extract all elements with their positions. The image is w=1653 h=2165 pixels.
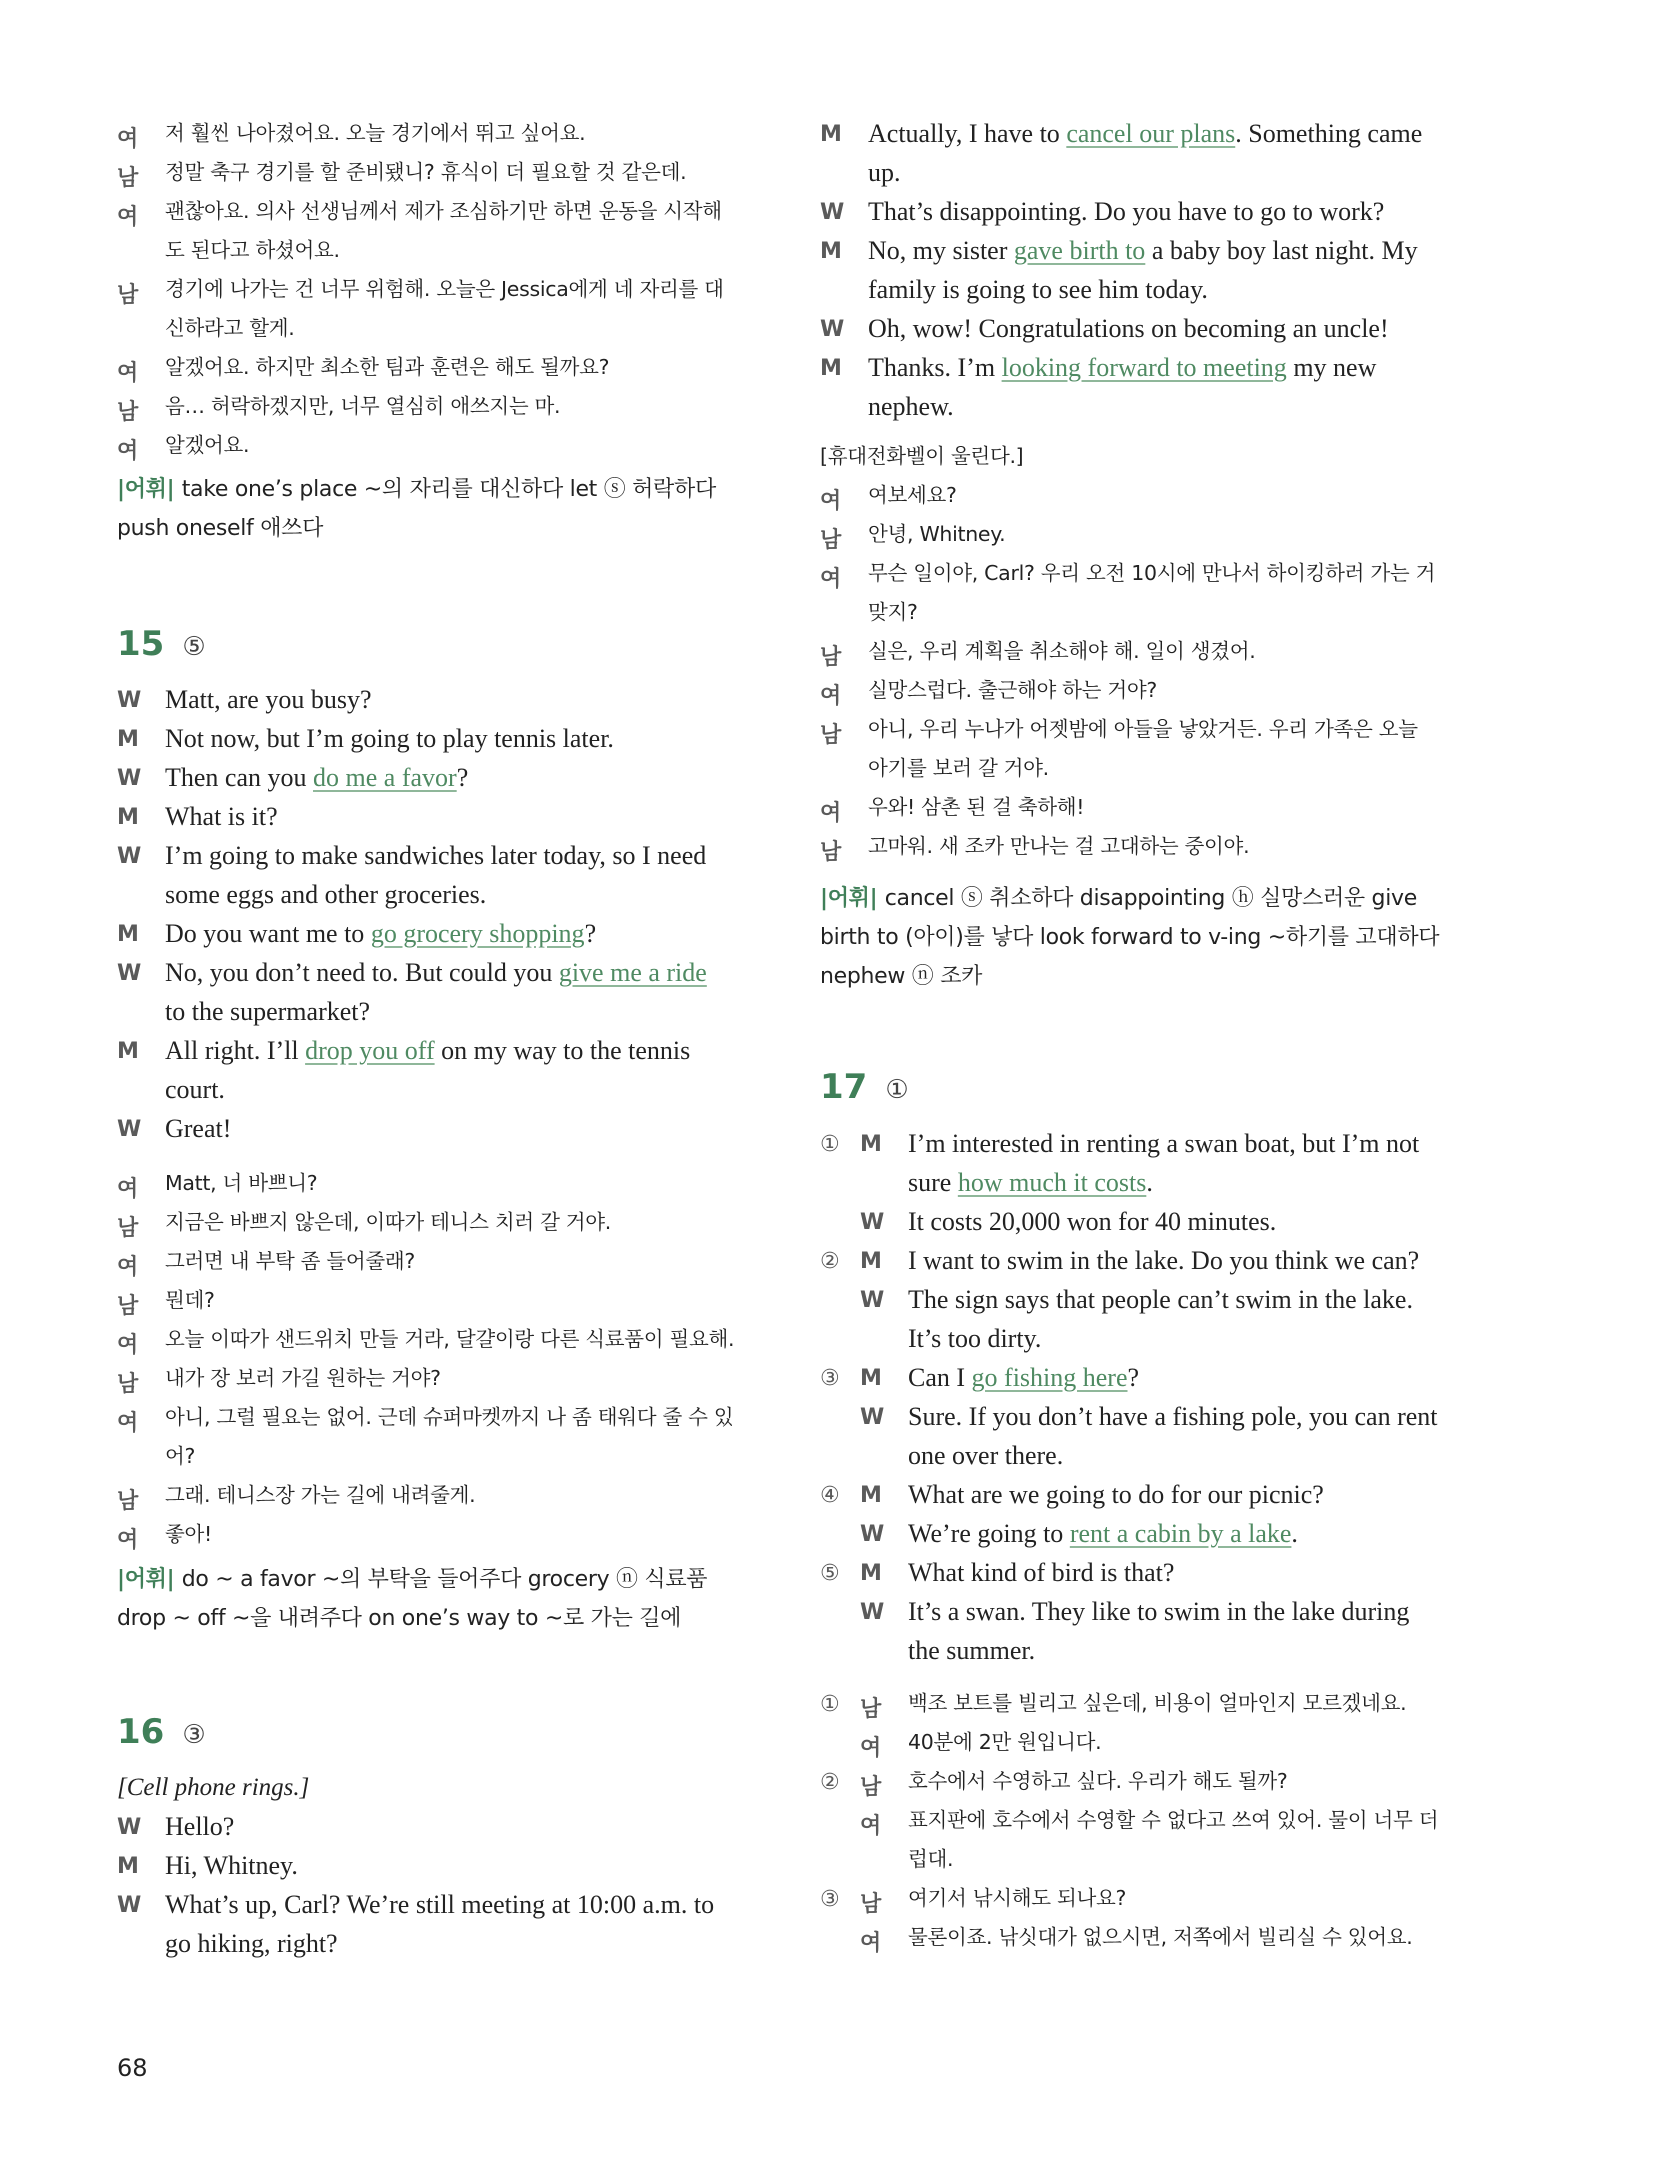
kor-text: 경기에 나가는 건 너무 위험해. 오늘은 Jessica에게 네 자리를 대 — [165, 277, 724, 301]
eng-line — [117, 1846, 757, 1885]
speaker-label: 여 — [117, 1177, 139, 1202]
kor-line — [117, 192, 757, 270]
eng-text: I’m interested in renting a swan boat, but I’m not — [908, 1129, 1420, 1158]
speaker-label: 여 — [117, 127, 139, 152]
eng-line — [117, 1031, 757, 1109]
eng-text: No, you don’t need to. But could you give me a ride — [165, 958, 707, 987]
eng-line — [820, 1514, 1460, 1553]
eng-line — [820, 1397, 1460, 1475]
eng-line — [117, 797, 757, 836]
speaker-label: 남 — [117, 1489, 139, 1514]
kor-line — [820, 632, 1460, 671]
kor-text-continued: 아기를 보러 갈 거야. — [868, 756, 1049, 780]
kor-line — [117, 348, 757, 387]
eng-text-continued: the summer. — [908, 1636, 1036, 1665]
kor-text: 오늘 이따가 샌드위치 만들 거라, 달걀이랑 다른 식료품이 필요해. — [165, 1327, 735, 1351]
kor-line — [820, 1918, 1460, 1957]
eng-text: Oh, wow! Congratulations on becoming an uncle! — [868, 314, 1389, 343]
eng-line — [117, 836, 757, 914]
speaker-label: 남 — [117, 1216, 139, 1241]
speaker-label: 여 — [820, 801, 842, 826]
vocabulary-label: |어휘| — [820, 886, 885, 911]
kor-line — [117, 1320, 757, 1359]
eng-line — [117, 719, 757, 758]
kor-text-continued: 도 된다고 하셨어요. — [165, 238, 340, 262]
eng-text: I want to swim in the lake. Do you think we can? — [908, 1246, 1420, 1275]
eng-line — [820, 1280, 1460, 1358]
speaker-label: M — [117, 727, 139, 752]
vocabulary-label: |어휘| — [117, 477, 182, 502]
speaker-label: 여 — [860, 1736, 882, 1761]
eng-line — [820, 348, 1460, 426]
eng-text: We’re going to rent a cabin by a lake. — [908, 1519, 1298, 1548]
speaker-label: 남 — [117, 166, 139, 191]
eng-line — [820, 231, 1460, 309]
kor-text: 표지판에 호수에서 수영할 수 없다고 쓰여 있어. 물이 너무 더 — [908, 1808, 1439, 1832]
eng-text: Not now, but I’m going to play tennis later. — [165, 724, 614, 753]
answer-mark: ⑤ — [182, 632, 206, 662]
kor-line — [820, 1684, 1460, 1723]
kor-line — [117, 153, 757, 192]
page-number: 68 — [117, 2054, 148, 2082]
speaker-label: W — [117, 1893, 142, 1918]
speaker-label: 남 — [117, 400, 139, 425]
speaker-label: W — [117, 688, 142, 713]
kor-line — [117, 114, 757, 153]
kor-text: 정말 축구 경기를 할 준비됐니? 휴식이 더 필요할 것 같은데. — [165, 160, 687, 184]
speaker-label: 여 — [117, 361, 139, 386]
line-number: ① — [820, 1692, 840, 1717]
kor-line — [117, 1164, 757, 1203]
speaker-label: 남 — [820, 840, 842, 865]
speaker-label: 여 — [820, 567, 842, 592]
eng-text: It’s a swan. They like to swim in the lake during — [908, 1597, 1410, 1626]
speaker-label: 여 — [117, 1411, 139, 1436]
line-number: ② — [820, 1249, 840, 1274]
eng-line — [820, 1475, 1460, 1514]
speaker-label: 남 — [860, 1892, 882, 1917]
speaker-label: M — [820, 356, 842, 381]
eng-text: The sign says that people can’t swim in the lake. — [908, 1285, 1413, 1314]
eng-text-continued: family is going to see him today. — [868, 275, 1208, 304]
eng-text: Hello? — [165, 1812, 235, 1841]
speaker-label: 남 — [117, 283, 139, 308]
eng-text: Hi, Whitney. — [165, 1851, 298, 1880]
speaker-label: 남 — [820, 723, 842, 748]
speaker-label: M — [860, 1249, 882, 1274]
highlighted-phrase: go fishing here — [971, 1363, 1128, 1392]
answer-mark: ③ — [182, 1720, 206, 1750]
speaker-label: 여 — [820, 684, 842, 709]
speaker-label: 여 — [117, 439, 139, 464]
kor-line — [820, 710, 1460, 788]
kor-line — [820, 827, 1460, 866]
kor-text: 괜찮아요. 의사 선생님께서 제가 조심하기만 하면 운동을 시작해 — [165, 199, 722, 223]
speaker-label: 남 — [117, 1372, 139, 1397]
highlighted-phrase: gave birth to — [1013, 236, 1146, 265]
kor-text: 아니, 우리 누나가 어젯밤에 아들을 낳았거든. 우리 가족은 오늘 — [868, 717, 1418, 741]
kor-text: 백조 보트를 빌리고 싶은데, 비용이 얼마인지 모르겠네요. — [908, 1691, 1407, 1715]
eng-line — [820, 1202, 1460, 1241]
speaker-label: W — [117, 961, 142, 986]
eng-line — [117, 914, 757, 953]
eng-line — [117, 680, 757, 719]
speaker-label: 여 — [117, 1255, 139, 1280]
eng-line — [117, 953, 757, 1031]
line-number: ③ — [820, 1887, 840, 1912]
speaker-label: 여 — [117, 1528, 139, 1553]
speaker-label: W — [820, 317, 845, 342]
speaker-label: 남 — [820, 528, 842, 553]
speaker-label: 남 — [820, 645, 842, 670]
kor-text-continued: 신하라고 할게. — [165, 316, 295, 340]
speaker-label: M — [860, 1366, 882, 1391]
highlighted-phrase: do me a favor — [313, 763, 457, 792]
kor-text: 그러면 내 부탁 좀 들어줄래? — [165, 1249, 415, 1273]
vocabulary-box: |어휘| take one’s place ~의 자리를 대신하다 let ⓢ 허락하다 push oneself 애쓰다 — [117, 477, 716, 541]
kor-text: 고마워. 새 조카 만나는 걸 고대하는 중이야. — [868, 834, 1250, 858]
kor-line — [117, 1359, 757, 1398]
answer-mark: ① — [885, 1075, 909, 1105]
kor-line — [117, 1476, 757, 1515]
speaker-label: W — [860, 1522, 885, 1547]
eng-text: Sure. If you don’t have a fishing pole, you can rent — [908, 1402, 1438, 1431]
kor-line — [820, 671, 1460, 710]
kor-text: 뭔데? — [165, 1288, 215, 1312]
kor-line — [117, 1203, 757, 1242]
highlighted-phrase: rent a cabin by a lake — [1069, 1519, 1292, 1548]
eng-text-continued: It’s too dirty. — [908, 1324, 1042, 1353]
speaker-label: W — [820, 200, 845, 225]
vocabulary-label: |어휘| — [117, 1567, 182, 1592]
kor-text: 실망스럽다. 출근해야 하는 거야? — [868, 678, 1157, 702]
speaker-label: 남 — [860, 1775, 882, 1800]
speaker-label: 여 — [820, 489, 842, 514]
kor-text-continued: 어? — [165, 1444, 196, 1468]
speaker-label: W — [117, 766, 142, 791]
speaker-label: W — [117, 844, 142, 869]
kor-line — [820, 515, 1460, 554]
kor-text: 내가 장 보러 가길 원하는 거야? — [165, 1366, 441, 1390]
kor-text: 40분에 2만 원입니다. — [908, 1730, 1102, 1754]
stage-direction-korean: [휴대전화벨이 울린다.] — [820, 444, 1024, 468]
kor-text: 저 훨씬 나아졌어요. 오늘 경기에서 뛰고 싶어요. — [165, 121, 586, 145]
eng-text-continued: some eggs and other groceries. — [165, 880, 487, 909]
eng-text: It costs 20,000 won for 40 minutes. — [908, 1207, 1277, 1236]
question-16-header — [117, 1712, 206, 1752]
stage-direction: [Cell phone rings.] — [117, 1774, 310, 1801]
speaker-label: M — [860, 1561, 882, 1586]
kor-line — [820, 554, 1460, 632]
speaker-label: M — [117, 1039, 139, 1064]
question-number: 17 — [820, 1067, 868, 1107]
speaker-label: M — [860, 1132, 882, 1157]
eng-text: Actually, I have to cancel our plans. Something came — [868, 119, 1423, 148]
kor-line — [820, 1762, 1460, 1801]
kor-text: 실은, 우리 계획을 취소해야 해. 일이 생겼어. — [868, 639, 1256, 663]
speaker-label: M — [860, 1483, 882, 1508]
speaker-label: 여 — [117, 1333, 139, 1358]
eng-text: What kind of bird is that? — [908, 1558, 1175, 1587]
eng-text: What is it? — [165, 802, 278, 831]
eng-line — [117, 1109, 757, 1148]
eng-line — [820, 1124, 1460, 1202]
question-15-header — [117, 624, 206, 664]
speaker-label: 남 — [117, 1294, 139, 1319]
speaker-label: W — [117, 1815, 142, 1840]
line-number: ① — [820, 1132, 840, 1157]
question-number: 15 — [117, 624, 165, 664]
question-17-header — [820, 1067, 909, 1107]
speaker-label: 여 — [117, 205, 139, 230]
kor-text: 여기서 낚시해도 되나요? — [908, 1886, 1127, 1910]
kor-text: Matt, 너 바쁘니? — [165, 1171, 318, 1195]
kor-line — [117, 1281, 757, 1320]
kor-line — [117, 426, 757, 465]
line-number: ③ — [820, 1366, 840, 1391]
eng-line — [820, 192, 1460, 231]
eng-text-continued: sure how much it costs. — [908, 1168, 1153, 1197]
eng-text: That’s disappointing. Do you have to go to work? — [868, 197, 1385, 226]
question-number: 16 — [117, 1712, 165, 1752]
eng-text: I’m going to make sandwiches later today, so I need — [165, 841, 707, 870]
eng-text-continued: go hiking, right? — [165, 1929, 338, 1958]
kor-line — [820, 1723, 1460, 1762]
highlighted-phrase: go grocery shopping — [370, 919, 585, 948]
kor-text: 호수에서 수영하고 싶다. 우리가 해도 될까? — [908, 1769, 1288, 1793]
speaker-label: W — [860, 1210, 885, 1235]
eng-line — [820, 1358, 1460, 1397]
kor-line — [117, 387, 757, 426]
kor-line — [820, 476, 1460, 515]
line-number: ⑤ — [820, 1561, 840, 1586]
eng-text: All right. I’ll drop you off on my way to the tennis — [165, 1036, 691, 1065]
eng-text: No, my sister gave birth to a baby boy last night. My — [868, 236, 1418, 265]
speaker-label: M — [117, 805, 139, 830]
kor-text: 알겠어요. — [165, 433, 250, 457]
kor-line — [117, 1398, 757, 1476]
speaker-label: W — [117, 1117, 142, 1142]
eng-text-continued: up. — [868, 158, 901, 187]
vocabulary-box: |어휘| do ~ a favor ~의 부탁을 들어주다 grocery ⓝ 식료품 drop ~ off ~을 내려주다 on one’s way to ~로 가는 길에 — [117, 1567, 708, 1631]
kor-text-continued: 럽대. — [908, 1847, 954, 1871]
line-number: ② — [820, 1770, 840, 1795]
kor-line — [820, 1879, 1460, 1918]
eng-line — [820, 1592, 1460, 1670]
eng-text: Great! — [165, 1114, 232, 1143]
speaker-label: W — [860, 1405, 885, 1430]
kor-text: 여보세요? — [868, 483, 957, 507]
eng-text-continued: one over there. — [908, 1441, 1064, 1470]
eng-text-continued: to the supermarket? — [165, 997, 371, 1026]
highlighted-phrase: drop you off — [305, 1036, 435, 1065]
kor-line — [117, 1242, 757, 1281]
line-number: ④ — [820, 1483, 840, 1508]
highlighted-phrase: cancel our plans — [1066, 119, 1236, 148]
kor-text: 무슨 일이야, Carl? 우리 오전 10시에 만나서 하이킹하러 가는 거 — [868, 561, 1436, 585]
speaker-label: M — [820, 239, 842, 264]
eng-text: What’s up, Carl? We’re still meeting at 10:00 a.m. to — [165, 1890, 715, 1919]
eng-text-continued: court. — [165, 1075, 225, 1104]
kor-line — [820, 1801, 1460, 1879]
kor-text: 우와! 삼촌 된 걸 축하해! — [868, 795, 1085, 819]
kor-text: 좋아! — [165, 1522, 212, 1546]
eng-text-continued: nephew. — [868, 392, 954, 421]
eng-line — [117, 1885, 757, 1963]
eng-text: What are we going to do for our picnic? — [908, 1480, 1324, 1509]
speaker-label: W — [860, 1600, 885, 1625]
kor-text: 물론이죠. 낚싯대가 없으시면, 저쪽에서 빌리실 수 있어요. — [908, 1925, 1413, 1949]
eng-line — [117, 1807, 757, 1846]
eng-line — [117, 758, 757, 797]
eng-line — [820, 114, 1460, 192]
kor-text: 안녕, Whitney. — [868, 522, 1006, 546]
eng-text: Then can you do me a favor? — [165, 763, 469, 792]
kor-text: 알겠어요. 하지만 최소한 팀과 훈련은 해도 될까요? — [165, 355, 610, 379]
speaker-label: 여 — [860, 1931, 882, 1956]
speaker-label: W — [860, 1288, 885, 1313]
speaker-label: 여 — [860, 1814, 882, 1839]
kor-text: 아니, 그럴 필요는 없어. 근데 슈퍼마켓까지 나 좀 태워다 줄 수 있 — [165, 1405, 734, 1429]
kor-text: 음… 허락하겠지만, 너무 열심히 애쓰지는 마. — [165, 394, 561, 418]
eng-text: Do you want me to go grocery shopping? — [165, 919, 597, 948]
eng-text: Matt, are you busy? — [165, 685, 372, 714]
eng-line — [820, 1241, 1460, 1280]
speaker-label: M — [117, 1854, 139, 1879]
kor-line — [117, 1515, 757, 1554]
eng-line — [820, 309, 1460, 348]
kor-line — [117, 270, 757, 348]
highlighted-phrase: looking forward to meeting — [1001, 353, 1287, 382]
highlighted-phrase: how much it costs — [957, 1168, 1147, 1197]
eng-text: Can I go fishing here? — [908, 1363, 1140, 1392]
eng-line — [820, 1553, 1460, 1592]
kor-text-continued: 맞지? — [868, 600, 918, 624]
eng-text: Thanks. I’m looking forward to meeting my new — [868, 353, 1377, 382]
kor-text: 지금은 바쁘지 않은데, 이따가 테니스 치러 갈 거야. — [165, 1210, 612, 1234]
kor-text: 그래. 테니스장 가는 길에 내려줄게. — [165, 1483, 476, 1507]
speaker-label: M — [117, 922, 139, 947]
speaker-label: 남 — [860, 1697, 882, 1722]
vocabulary-box: |어휘| cancel ⓢ 취소하다 disappointing ⓗ 실망스러운 give birth to (아이)를 낳다 look forward to v-ing ~하기를 고대하다 nephew ⓝ 조카 — [820, 886, 1440, 989]
kor-line — [820, 788, 1460, 827]
highlighted-phrase: give me a ride — [558, 958, 707, 987]
speaker-label: M — [820, 122, 842, 147]
